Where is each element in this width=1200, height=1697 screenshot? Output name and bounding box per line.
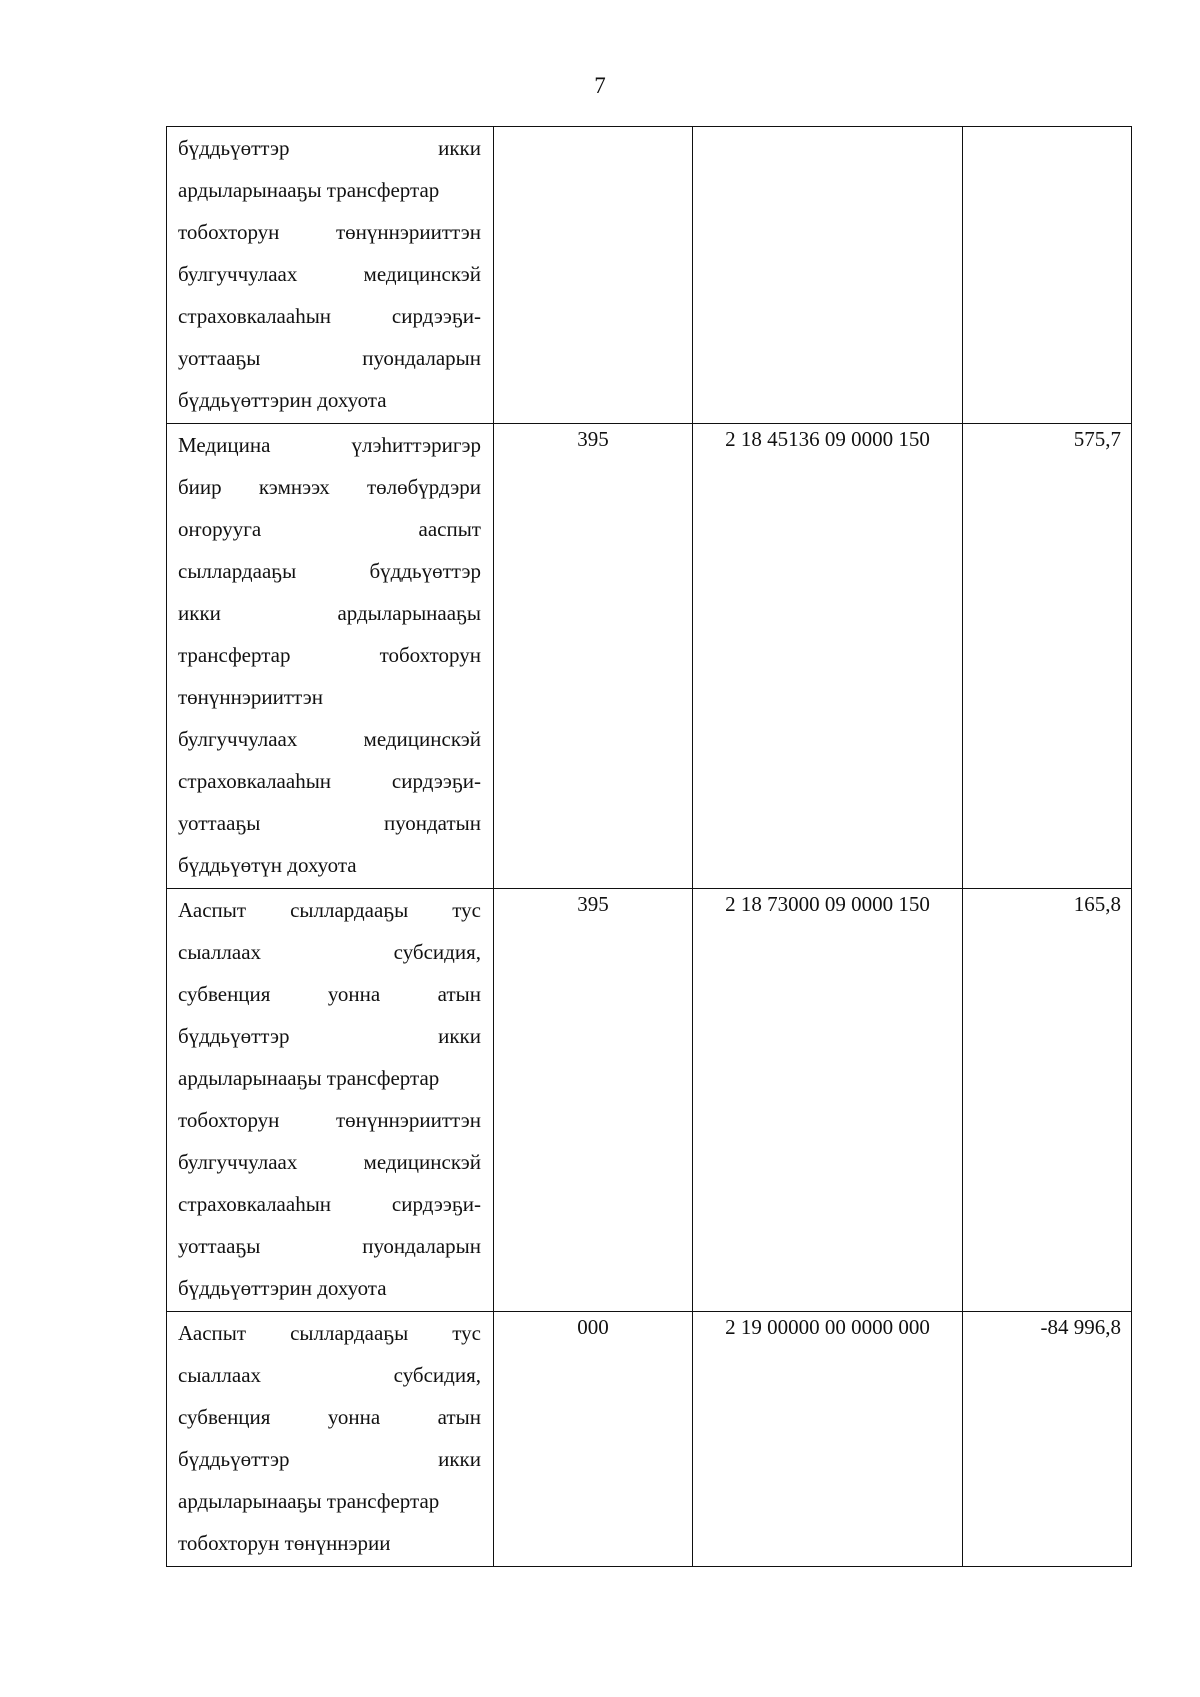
admin-code-cell xyxy=(494,889,693,1312)
name-line xyxy=(178,1267,481,1309)
name-word: булгуччулаах xyxy=(178,262,298,286)
name-line xyxy=(178,1225,481,1267)
name-line xyxy=(178,1015,481,1057)
amount-cell xyxy=(963,127,1132,424)
revenue-name-cell xyxy=(167,127,494,424)
name-line xyxy=(178,1522,481,1564)
name-line xyxy=(178,508,481,550)
name-word: субсидия, xyxy=(393,1363,481,1387)
classification-code-cell xyxy=(693,127,963,424)
name-word: төнүннэрииттэн xyxy=(335,1108,481,1132)
name-word: тобохторун xyxy=(178,1108,280,1132)
name-line xyxy=(178,802,481,844)
name-word: сирдээҕи- xyxy=(391,769,481,793)
name-word: уонна xyxy=(327,1405,381,1429)
name-word: уоттааҕы xyxy=(178,811,261,835)
name-word: булгуччулаах xyxy=(178,727,298,751)
name-word: трансфертар xyxy=(178,643,291,667)
name-line xyxy=(178,889,481,931)
table-body xyxy=(167,127,1132,1567)
classification-code-value xyxy=(693,121,962,163)
name-word: ардыларынааҕы xyxy=(337,601,481,625)
name-word: бүддьүөттэр xyxy=(178,1447,290,1471)
name-line xyxy=(178,424,481,466)
name-word: сыллардааҕы xyxy=(290,898,409,922)
name-line xyxy=(178,844,481,886)
table-row xyxy=(167,127,1132,424)
amount-value: 165,8 xyxy=(1073,892,1121,916)
name-word: икки xyxy=(178,601,221,625)
name-word: биир xyxy=(178,475,222,499)
name-word: бүддьүөттэр xyxy=(178,136,290,160)
name-line xyxy=(178,1438,481,1480)
name-line xyxy=(178,1396,481,1438)
name-word: бүддьүөттэрин дохуота xyxy=(178,1276,387,1300)
name-word: Ааспыт xyxy=(178,1321,247,1345)
name-line xyxy=(178,718,481,760)
table-row xyxy=(167,1312,1132,1567)
name-word: пуондаларын xyxy=(362,346,481,370)
amount-cell xyxy=(963,424,1132,889)
name-word: медицинскэй xyxy=(363,1150,481,1174)
name-word: тус xyxy=(452,1321,481,1345)
name-line xyxy=(178,295,481,337)
page-number: 7 xyxy=(594,73,606,98)
name-word: пуондаларын xyxy=(362,1234,481,1258)
name-word: субсидия, xyxy=(393,940,481,964)
name-word: сыаллаах xyxy=(178,1363,262,1387)
amount-cell xyxy=(963,1312,1132,1567)
name-word: төлөбүрдэри xyxy=(366,475,481,499)
name-line xyxy=(178,634,481,676)
admin-code-value: 395 xyxy=(577,427,609,451)
name-word: страховкалааһын xyxy=(178,769,332,793)
name-word: страховкалааһын xyxy=(178,304,332,328)
name-line xyxy=(178,169,481,211)
name-line xyxy=(178,760,481,802)
name-word: ааспыт xyxy=(418,517,481,541)
admin-code-cell xyxy=(494,127,693,424)
name-line xyxy=(178,379,481,421)
name-word: тобохторун төнүннэрии xyxy=(178,1531,391,1555)
name-word: субвенция xyxy=(178,1405,271,1429)
name-word: пуондатын xyxy=(384,811,481,835)
name-word: уонна xyxy=(327,982,381,1006)
table-row xyxy=(167,424,1132,889)
name-line xyxy=(178,1057,481,1099)
name-line xyxy=(178,337,481,379)
name-line xyxy=(178,253,481,295)
name-word: бүддьүөттэрин дохуота xyxy=(178,388,387,412)
table-row xyxy=(167,889,1132,1312)
name-word: сирдээҕи- xyxy=(391,304,481,328)
classification-code-value: 2 18 45136 09 0000 150 xyxy=(725,427,930,451)
name-word: тобохторун xyxy=(178,220,280,244)
name-word: кэмнээх xyxy=(258,475,330,499)
name-word: атын xyxy=(437,982,481,1006)
name-word: бүддьүөттэр xyxy=(178,1024,290,1048)
classification-code-cell xyxy=(693,889,963,1312)
name-word: сыллардааҕы xyxy=(178,559,297,583)
name-word: атын xyxy=(437,1405,481,1429)
name-word: субвенция xyxy=(178,982,271,1006)
name-line xyxy=(178,1141,481,1183)
name-word: икки xyxy=(438,136,481,160)
name-line xyxy=(178,676,481,718)
name-line xyxy=(178,550,481,592)
name-word: үлэһиттэригэр xyxy=(351,433,481,457)
name-word: төнүннэрииттэн xyxy=(335,220,481,244)
name-line xyxy=(178,1480,481,1522)
name-word: страховкалааһын xyxy=(178,1192,332,1216)
admin-code-cell xyxy=(494,424,693,889)
name-word: сирдээҕи- xyxy=(391,1192,481,1216)
name-word: икки xyxy=(438,1447,481,1471)
classification-code-value: 2 19 00000 00 0000 000 xyxy=(725,1315,930,1339)
classification-code-cell xyxy=(693,424,963,889)
name-word: икки xyxy=(438,1024,481,1048)
name-word: тобохторун xyxy=(379,643,481,667)
name-line xyxy=(178,1183,481,1225)
name-word: бүддьүөтүн дохуота xyxy=(178,853,357,877)
amount-cell xyxy=(963,889,1132,1312)
budget-revenue-table xyxy=(166,126,1132,1567)
admin-code-cell xyxy=(494,1312,693,1567)
name-word: ардыларынааҕы трансфертар xyxy=(178,1489,440,1513)
admin-code-value: 000 xyxy=(577,1315,609,1339)
name-word: сыаллаах xyxy=(178,940,262,964)
name-word: оҥорууга xyxy=(178,517,262,541)
name-line xyxy=(178,127,481,169)
amount-value: 575,7 xyxy=(1073,427,1121,451)
name-word: медицинскэй xyxy=(363,262,481,286)
name-word: ардыларынааҕы трансфертар xyxy=(178,178,440,202)
name-word: медицинскэй xyxy=(363,727,481,751)
admin-code-value: 395 xyxy=(577,892,609,916)
name-line xyxy=(178,1312,481,1354)
name-word: уоттааҕы xyxy=(178,1234,261,1258)
amount-value xyxy=(963,121,1121,163)
name-line xyxy=(178,211,481,253)
name-line xyxy=(178,466,481,508)
name-word: Ааспыт xyxy=(178,898,247,922)
classification-code-value: 2 18 73000 09 0000 150 xyxy=(725,892,930,916)
name-line xyxy=(178,931,481,973)
name-word: булгуччулаах xyxy=(178,1150,298,1174)
revenue-name-cell xyxy=(167,424,494,889)
name-word: төнүннэрииттэн xyxy=(178,685,324,709)
name-word: тус xyxy=(452,898,481,922)
name-line xyxy=(178,1099,481,1141)
name-word: уоттааҕы xyxy=(178,346,261,370)
name-line xyxy=(178,1354,481,1396)
name-line xyxy=(178,973,481,1015)
classification-code-cell xyxy=(693,1312,963,1567)
admin-code-value xyxy=(494,121,692,163)
name-word: бүддьүөттэр xyxy=(369,559,481,583)
name-word: ардыларынааҕы трансфертар xyxy=(178,1066,440,1090)
name-word: сыллардааҕы xyxy=(290,1321,409,1345)
name-line xyxy=(178,592,481,634)
amount-value: -84 996,8 xyxy=(1040,1315,1121,1339)
name-word: Медицина xyxy=(178,433,271,457)
revenue-name-cell xyxy=(167,1312,494,1567)
revenue-name-cell xyxy=(167,889,494,1312)
